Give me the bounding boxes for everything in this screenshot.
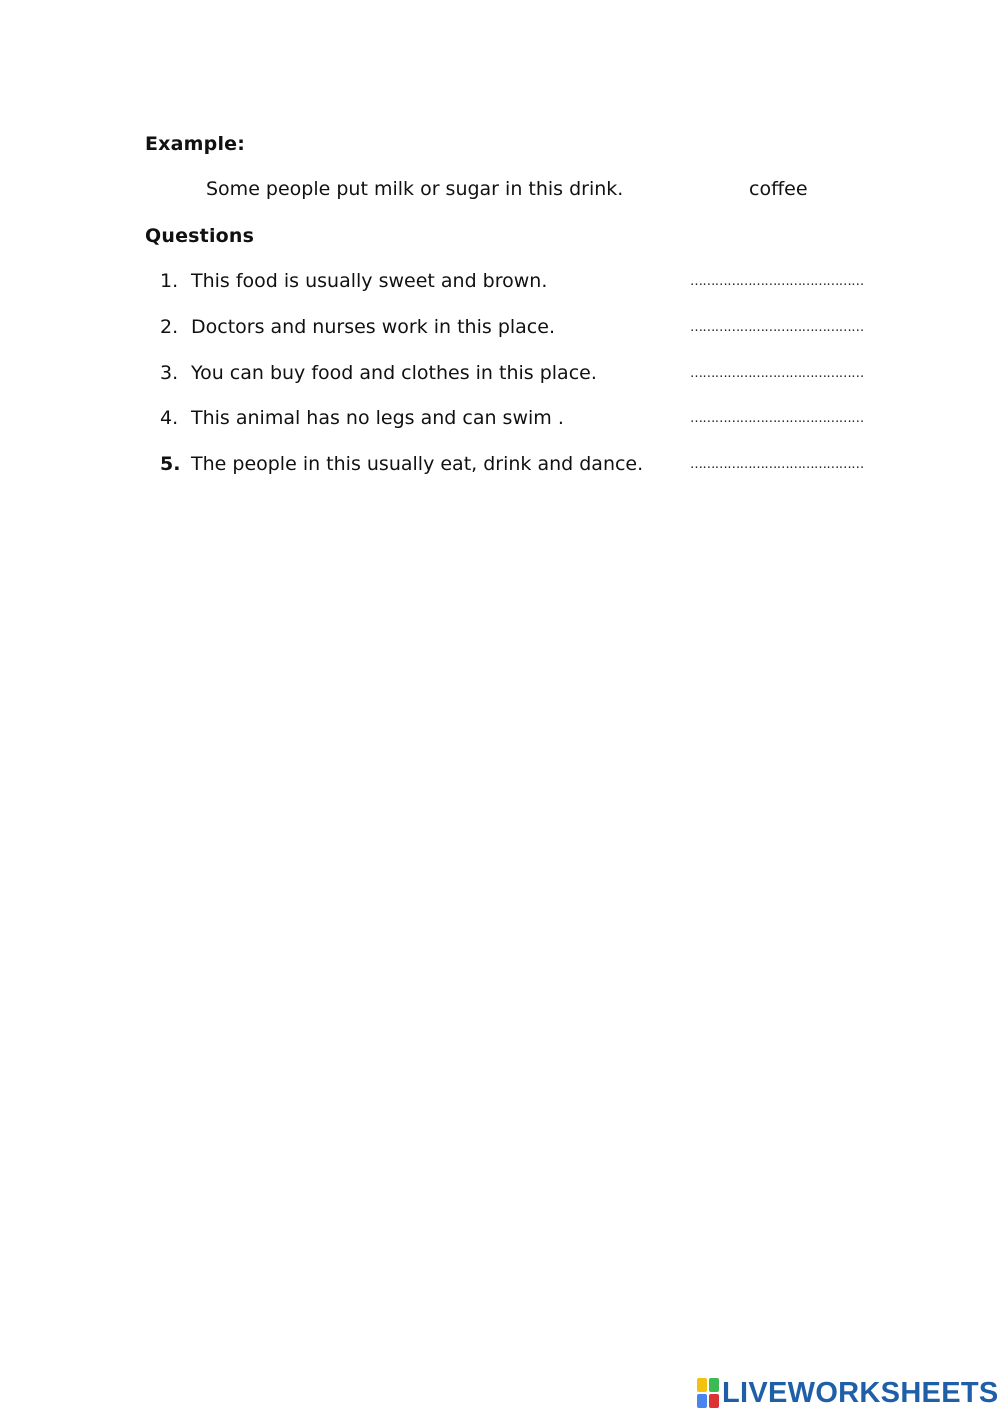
liveworksheets-logo (697, 1376, 999, 1410)
answer-blank[interactable]: …………………………………… (690, 411, 864, 426)
question-row-1 (160, 270, 880, 300)
answer-blank[interactable]: …………………………………… (690, 274, 864, 289)
liveworksheets-logo-icon (697, 1378, 719, 1408)
question-row-2 (160, 316, 880, 346)
question-text: You can buy food and clothes in this place. (191, 362, 597, 384)
answer-blank[interactable]: …………………………………… (690, 366, 864, 381)
question-number: 1. (160, 270, 179, 292)
question-number: 3. (160, 362, 179, 384)
question-row-3 (160, 362, 880, 392)
question-number: 4. (160, 407, 179, 429)
example-answer: coffee (749, 178, 808, 200)
question-number: 5. (160, 453, 181, 475)
question-row-5 (160, 453, 880, 483)
question-text: This animal has no legs and can swim . (191, 407, 564, 429)
question-text: Doctors and nurses work in this place. (191, 316, 555, 338)
answer-blank[interactable]: …………………………………… (690, 320, 864, 335)
questions-heading: Questions (145, 225, 255, 247)
example-sentence: Some people put milk or sugar in this drink. (206, 178, 624, 200)
question-row-4 (160, 407, 880, 437)
answer-blank[interactable]: …………………………………… (690, 457, 864, 472)
question-text: The people in this usually eat, drink and dance. (191, 453, 644, 475)
question-number: 2. (160, 316, 179, 338)
logo-text: LIVEWORKSHEETS (722, 1376, 999, 1409)
question-text: This food is usually sweet and brown. (191, 270, 548, 292)
example-heading: Example: (145, 133, 246, 155)
